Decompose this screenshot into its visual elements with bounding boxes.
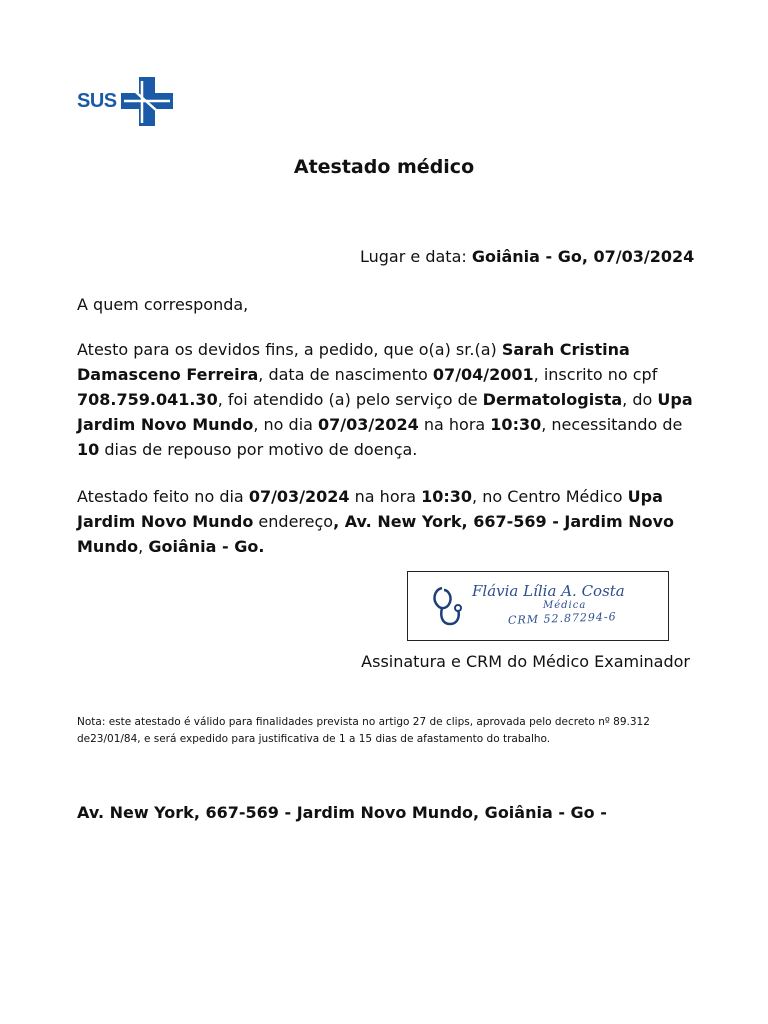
- doctor-role: Médica: [543, 600, 587, 611]
- text-fragment: , inscrito no cpf: [533, 365, 658, 384]
- place-date-value: Goiânia - Go, 07/03/2024: [471, 247, 695, 266]
- birth-date: 07/04/2001: [432, 365, 534, 384]
- certificate-body: [77, 337, 693, 462]
- patient-name: Sarah Cristina Damasceno Ferreira: [77, 340, 630, 384]
- issue-time: 10:30: [421, 487, 473, 506]
- salutation: A quem corresponda,: [77, 295, 249, 314]
- text-fragment: na hora: [418, 415, 491, 434]
- rest-days: 10: [77, 440, 100, 459]
- attendance-time: 10:30: [490, 415, 542, 434]
- text-fragment: , do: [622, 390, 658, 409]
- place-date: [360, 247, 695, 266]
- page-title: Atestado médico: [293, 156, 475, 178]
- doctor-name: Flávia Lília A. Costa: [472, 582, 625, 600]
- text-fragment: , foi atendido (a) pelo serviço de: [217, 390, 483, 409]
- unit-name: Upa Jardim Novo Mundo: [77, 390, 693, 434]
- text-fragment: , necessitando de: [541, 415, 683, 434]
- text-fragment: , no dia: [253, 415, 319, 434]
- text-fragment: ,: [138, 537, 149, 556]
- text-fragment: na hora: [349, 487, 422, 506]
- text-fragment: , no Centro Médico: [472, 487, 628, 506]
- attendance-date: 07/03/2024: [318, 415, 419, 434]
- text-fragment: dias de repouso por motivo de doença.: [99, 440, 418, 459]
- text-fragment: Atestado feito no dia: [77, 487, 249, 506]
- doctor-stamp: [407, 571, 669, 641]
- sus-logo: [77, 76, 177, 128]
- text-fragment: , data de nascimento: [258, 365, 433, 384]
- medical-cross-icon: [111, 76, 175, 128]
- issue-date: 07/03/2024: [248, 487, 350, 506]
- doctor-crm: CRM 52.87294-6: [507, 610, 617, 627]
- cpf-number: 708.759.041.30: [77, 390, 218, 409]
- footer-address: Av. New York, 667-569 - Jardim Novo Mundo, Goiânia - Go -: [77, 803, 607, 822]
- place-date-label: Lugar e data:: [360, 247, 472, 266]
- certificate-issuance: [77, 484, 693, 559]
- text-fragment: Atesto para os devidos fins, a pedido, que o(a) sr.(a): [77, 340, 502, 359]
- sus-logo-text: SUS: [77, 90, 117, 112]
- medical-center-city: Goiânia - Go.: [148, 537, 265, 556]
- medical-center-address: , Av. New York, 667-569 - Jardim Novo Mundo: [77, 512, 675, 556]
- legal-note: Nota: este atestado é válido para finalidades prevista no artigo 27 de clips, aprovada pelo decreto nº 89.312 de23/01/84, e será expedido para justificativa de 1 a 15 dias de afastamento do trabalho.: [77, 716, 650, 745]
- service-name: Dermatologista: [482, 390, 623, 409]
- stethoscope-icon: [430, 586, 466, 628]
- signature-caption: Assinatura e CRM do Médico Examinador: [361, 652, 690, 671]
- medical-center-name: Upa Jardim Novo Mundo: [77, 487, 663, 531]
- text-fragment: endereço: [253, 512, 334, 531]
